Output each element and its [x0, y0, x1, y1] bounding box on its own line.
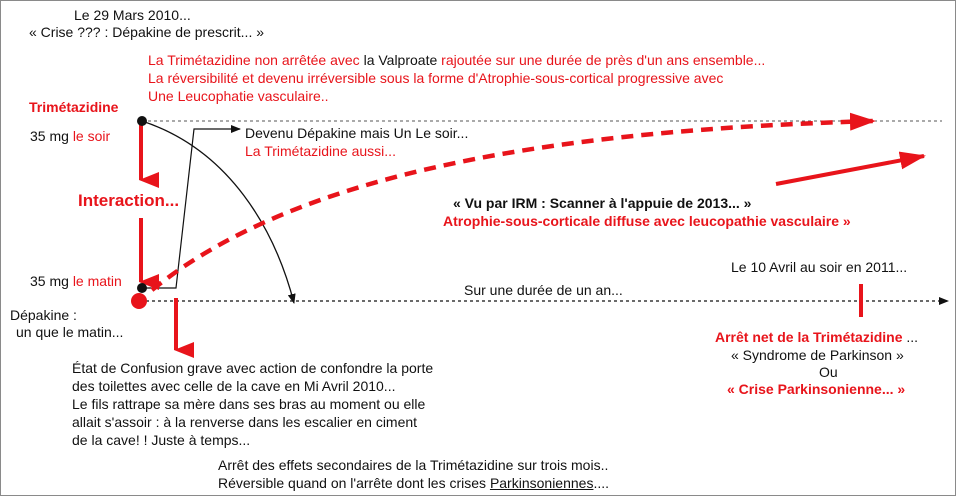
dose-evening-amount: 35 mg — [30, 128, 69, 144]
footer-line-2-a: Réversible quand on l'arrête dont les crises — [218, 475, 487, 491]
stop-label-ellipsis: ... — [906, 329, 919, 345]
evening-dose-dot — [137, 116, 147, 126]
drug-label: Trimétazidine — [29, 99, 119, 115]
footer-parkinsoniennes: Parkinsoniennes — [489, 475, 594, 491]
parkinson-syndrome: « Syndrome de Parkinson » — [731, 347, 904, 363]
depakine-label-1: Dépakine : — [10, 307, 77, 323]
devenu-line-1: Devenu Dépakine mais Un Le soir... — [245, 125, 469, 141]
duration-label: Sur une durée de un an... — [464, 282, 623, 298]
confusion-line-5: de la cave! ! Juste à temps... — [72, 432, 251, 448]
depakine-label-2: un que le matin... — [16, 324, 124, 340]
mri-arrow — [776, 156, 924, 184]
stop-date: Le 10 Avril au soir en 2011... — [731, 259, 908, 275]
intro-line-2: La réversibilité et devenu irréversible sous la forme d'Atrophie-sous-cortical progressive avec — [148, 70, 724, 86]
dose-evening-time: le soir — [72, 128, 111, 144]
mri-title: « Vu par IRM : Scanner à l'appuie de 2013... » — [453, 195, 752, 211]
dose-morning-time: le matin — [72, 273, 122, 289]
intro-line-1-b: la Valproate — [363, 52, 438, 68]
depakine-dot — [131, 293, 147, 309]
confusion-line-1: État de Confusion grave avec action de confondre la porte — [72, 360, 434, 376]
dose-morning-amount: 35 mg — [30, 273, 69, 289]
stop-label — [715, 329, 918, 346]
intro-line-1-c: rajoutée sur une durée de près d'un ans ensemble... — [441, 52, 766, 68]
mri-finding: Atrophie-sous-corticale diffuse avec leucopathie vasculaire » — [443, 213, 851, 229]
footer-line-2-c: .... — [593, 475, 610, 491]
dose-evening — [30, 128, 110, 145]
morning-dose-dot — [137, 283, 147, 293]
intro-line-3: Une Leucophatie vasculaire.. — [148, 88, 329, 104]
intro-line-1 — [148, 52, 765, 69]
stop-label-main: Arrêt net de la Trimétazidine — [715, 329, 903, 345]
header-date: Le 29 Mars 2010... — [74, 7, 191, 23]
header-crisis: « Crise ??? : Dépakine de prescrit... » — [29, 24, 265, 40]
confusion-line-2: des toilettes avec celle de la cave en Mi Avril 2010... — [72, 378, 396, 394]
or-label: Ou — [819, 364, 838, 380]
devenu-line-2: La Trimétazidine aussi... — [245, 143, 396, 159]
intro-line-1-a: La Trimétazidine non arrêtée avec — [148, 52, 360, 68]
confusion-line-4: allait s'assoir : à la renverse dans les escalier en ciment — [72, 414, 418, 430]
parkinson-crisis: « Crise Parkinsonienne... » — [727, 381, 906, 397]
dose-morning — [30, 273, 122, 290]
footer-line-1: Arrêt des effets secondaires de la Trimétazidine sur trois mois.. — [218, 457, 609, 473]
confusion-line-3: Le fils rattrape sa mère dans ses bras au moment ou elle — [72, 396, 426, 412]
footer-line-2 — [218, 475, 609, 492]
interaction-label: Interaction... — [78, 191, 180, 210]
